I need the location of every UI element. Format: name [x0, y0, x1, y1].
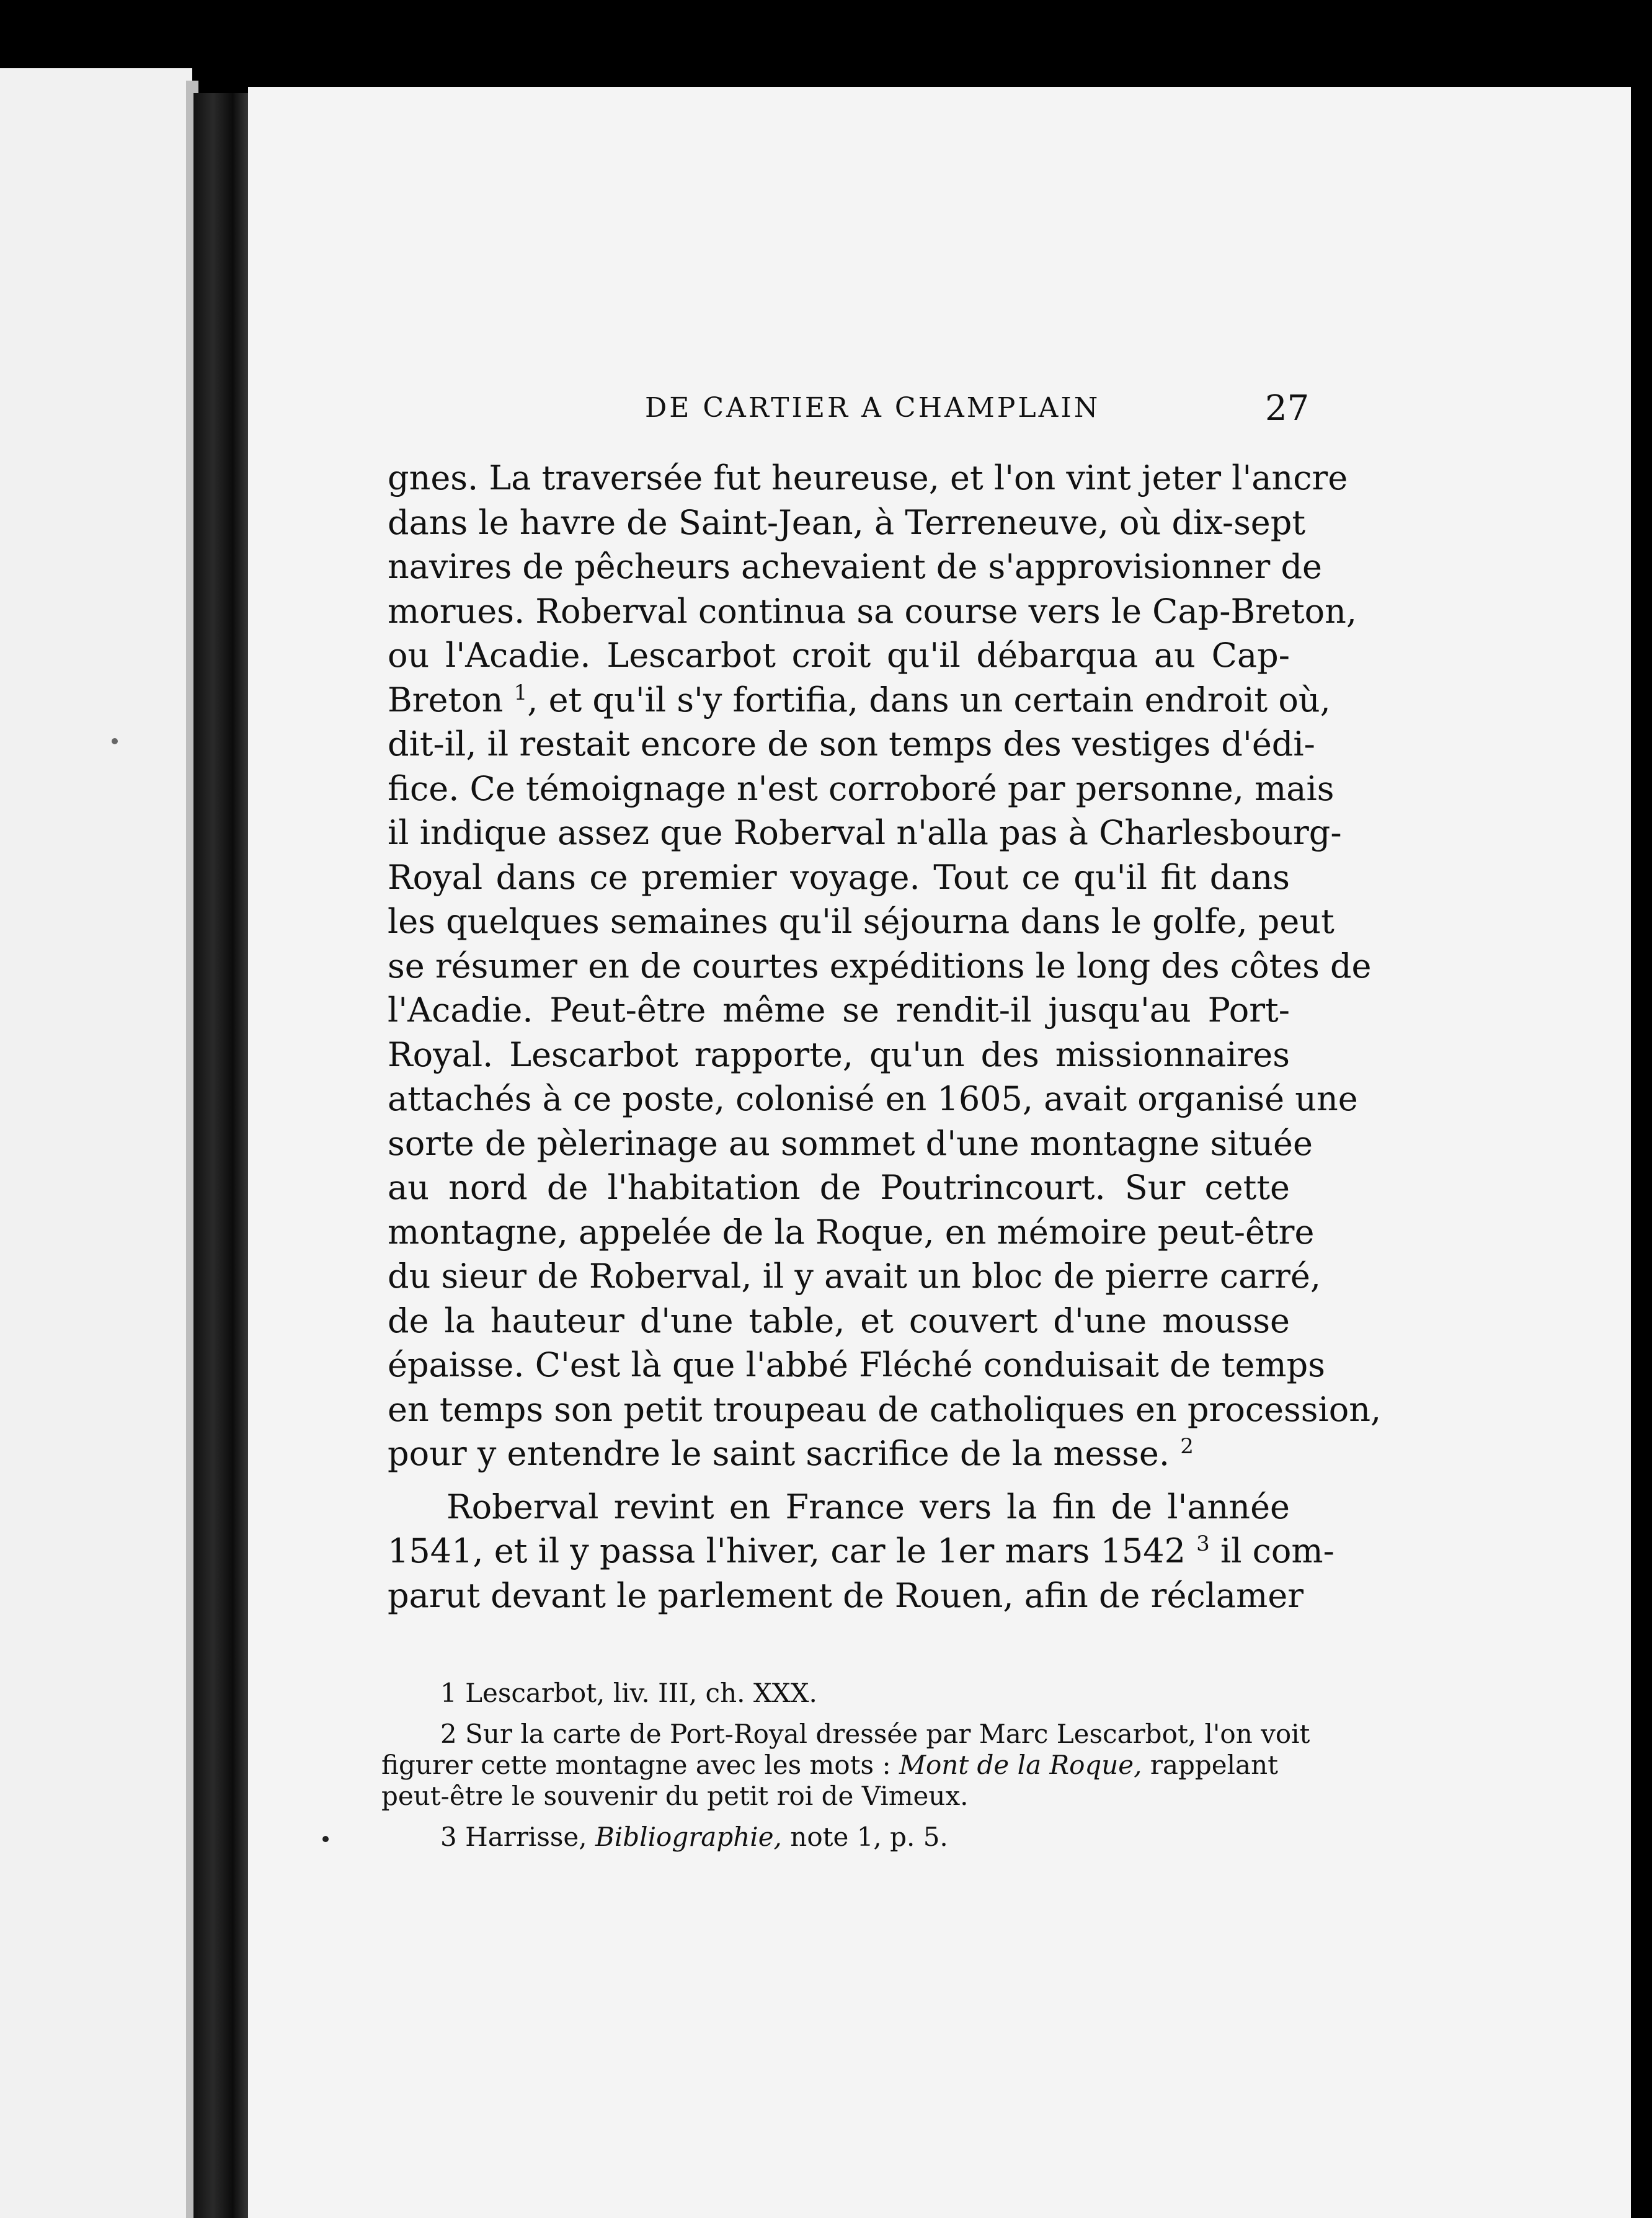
running-title: DE CARTIER A CHAMPLAIN	[645, 392, 1101, 424]
footnote-2-line: 2 Sur la carte de Port-Royal dressée par Marc Lescarbot, l'on voit	[440, 1719, 1310, 1749]
main-text	[388, 456, 1382, 1618]
text-fragment: note 1, p. 5.	[781, 1822, 948, 1852]
text-line: morues. Roberval continua sa course vers le Cap-Breton,	[388, 591, 1357, 631]
text-line: gnes. La traversée fut heureuse, et l'on vint jeter l'ancre	[388, 458, 1348, 497]
text-fragment: pour y entendre le saint sacrifice de la messe.	[388, 1434, 1170, 1473]
text-line: du sieur de Roberval, il y avait un bloc de pierre carré,	[388, 1257, 1321, 1296]
text-line	[388, 1432, 1290, 1476]
text-fragment: figurer cette montagne avec les mots :	[381, 1750, 899, 1780]
text-line: dit-il, il restait encore de son temps des vestiges d'édi-	[388, 724, 1315, 764]
text-fragment: il com-	[1209, 1531, 1334, 1570]
text-line: Royal dans ce premier voyage. Tout ce qu'il fit dans	[388, 857, 1290, 897]
text-line: ou l'Acadie. Lescarbot croit qu'il débarqua au Cap-	[388, 636, 1290, 675]
text-line: fice. Ce témoignage n'est corroboré par personne, mais	[388, 768, 1334, 808]
text-line: montagne, appelée de la Roque, en mémoire peut-être	[388, 1212, 1315, 1252]
book-binding	[193, 93, 249, 2218]
italic-fragment: Mont de la Roque,	[899, 1750, 1142, 1780]
text-line: les quelques semaines qu'il séjourna dans le golfe, peut	[388, 902, 1334, 941]
text-line: au nord de l'habitation de Poutrincourt. Sur cette	[388, 1168, 1290, 1207]
text-line: épaisse. C'est là que l'abbé Fléché conduisait de temps	[388, 1345, 1325, 1384]
text-fragment: Breton	[388, 680, 504, 719]
text-line: Roberval revint en France vers la fin de l'année	[446, 1487, 1290, 1526]
page-number: 27	[1265, 388, 1310, 429]
footnote-2-line	[381, 1750, 1277, 1781]
text-line: navires de pêcheurs achevaient de s'approvisionner de	[388, 547, 1322, 586]
text-line: dans le havre de Saint-Jean, à Terreneuve, où dix-sept	[388, 502, 1306, 542]
footnote-ref: 2	[1180, 1434, 1194, 1459]
left-page-margin	[0, 68, 192, 2218]
footnote-ref: 3	[1196, 1531, 1210, 1556]
text-line: se résumer en de courtes expéditions le long des côtes de	[388, 946, 1372, 986]
italic-fragment: Bibliographie,	[595, 1822, 782, 1852]
text-line	[388, 678, 1331, 723]
text-fragment: rappelant	[1142, 1750, 1279, 1780]
scan-speck	[112, 738, 118, 744]
footnote-1: 1 Lescarbot, liv. III, ch. XXX.	[440, 1678, 817, 1708]
text-line: de la hauteur d'une table, et couvert d'une mousse	[388, 1301, 1290, 1340]
text-line: en temps son petit troupeau de catholiques en procession,	[388, 1389, 1382, 1429]
text-line	[388, 1529, 1334, 1574]
text-line: parut devant le parlement de Rouen, afin de réclamer	[388, 1575, 1304, 1615]
text-line: sorte de pèlerinage au sommet d'une montagne située	[388, 1123, 1313, 1163]
text-fragment: 3 Harrisse,	[440, 1822, 595, 1852]
scan-speck	[322, 1836, 329, 1842]
footnotes	[381, 1678, 1310, 1853]
footnote-3	[381, 1822, 1277, 1853]
footnote-2-line: peut-être le souvenir du petit roi de Vimeux.	[381, 1781, 969, 1811]
text-line: Royal. Lescarbot rapporte, qu'un des missionnaires	[388, 1035, 1290, 1074]
text-line: l'Acadie. Peut-être même se rendit-il jusqu'au Port-	[388, 991, 1290, 1030]
footnote-ref: 1	[513, 680, 528, 705]
text-line: attachés à ce poste, colonisé en 1605, avait organisé une	[388, 1079, 1358, 1118]
text-fragment: 1541, et il y passa l'hiver, car le 1er mars 1542	[388, 1531, 1186, 1570]
text-fragment: , et qu'il s'y fortifia, dans un certain endroit où,	[527, 680, 1331, 719]
text-line: il indique assez que Roberval n'alla pas à Charlesbourg-	[388, 813, 1342, 852]
